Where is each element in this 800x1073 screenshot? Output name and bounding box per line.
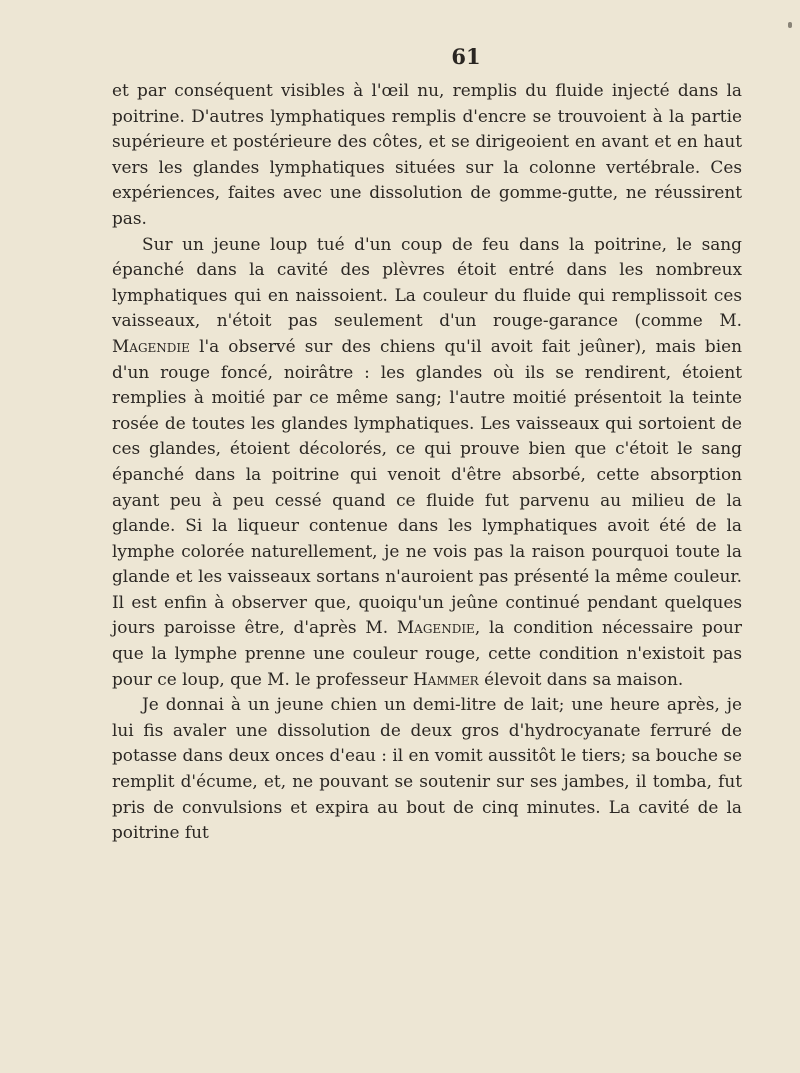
paragraph-2 — [112, 232, 742, 693]
ink-speck — [788, 22, 792, 28]
body-text — [112, 78, 742, 846]
paragraph-3 — [112, 692, 742, 846]
author-name-magendie: Magendie — [112, 335, 190, 356]
paragraph-2-text-b: l'a observé sur des chiens qu'il avoit fait jeûner), mais bien d'un rouge foncé, noirâtre : les glandes où ils se rendirent, étoient remplies à moitié par ce même sang; l'autre moitié présentoit la teinte rosée de toutes les glandes lymphatiques. Les vaisseaux qui sortoient de ces glandes, étoient décolorés, ce qui prouve bien que c'étoit le sang épanché dans la poitrine qui venoit d'être absorbé, cette absorption ayant peu à peu cessé quand ce fluide fut parvenu au milieu de la glande. Si la liqueur contenue dans les lymphatiques avoit été de la lymphe colorée naturellement, je ne vois pas la raison pourquoi toute la glande et les vaisseaux sortans n'auroient pas présenté la même couleur. Il est enfin à observer que, quoiqu'un jeûne continué pendant quelques jours paroisse être, d'après M. — [112, 335, 742, 638]
paragraph-3-text: Je donnai à un jeune chien un demi-litre de lait; une heure après, je lui fis avaler une dissolution de deux gros d'hydrocyanate ferruré de potasse dans deux onces d'eau : il en vomit aussitôt le tiers; sa bouche se remplit d'écume, et, ne pouvant se soutenir sur ses jambes, il tomba, fut pris de convulsions et expira au bout de cinq minutes. La cavité de la poitrine fut — [112, 694, 742, 843]
page-number: 61 — [451, 44, 481, 69]
author-name-magendie-2: Magendie — [396, 617, 475, 638]
paragraph-1-text: et par conséquent visibles à l'œil nu, remplis du fluide injecté dans la poitrine. D'autres lymphatiques remplis d'encre se trouvoient à la partie supérieure et postérieure des côtes, et se dirigeoient en avant et en haut vers les glandes lymphatiques situées sur la colonne vertébrale. Ces expériences, faites avec une dissolution de gomme-gutte, ne réussirent pas. — [112, 80, 742, 228]
author-name-hammer: Hammer — [412, 668, 479, 689]
paragraph-2-text-d: élevoit dans sa maison. — [478, 668, 684, 689]
paragraph-2-text-a: Sur un jeune loup tué d'un coup de feu dans la poitrine, le sang épanché dans la cavité des plèvres étoit entré dans les nombreux lymphatiques qui en naissoient. La couleur du fluide qui remplissoit ces vaisseaux, n'étoit pas seulement d'un rouge-garance (comme M. — [112, 233, 742, 331]
paragraph-1 — [112, 78, 742, 232]
paragraph-2-text-c: , la condition nécessaire pour que la lymphe prenne une couleur rouge, cette condition n'existoit pas pour ce loup, que M. le professeur — [112, 617, 742, 689]
